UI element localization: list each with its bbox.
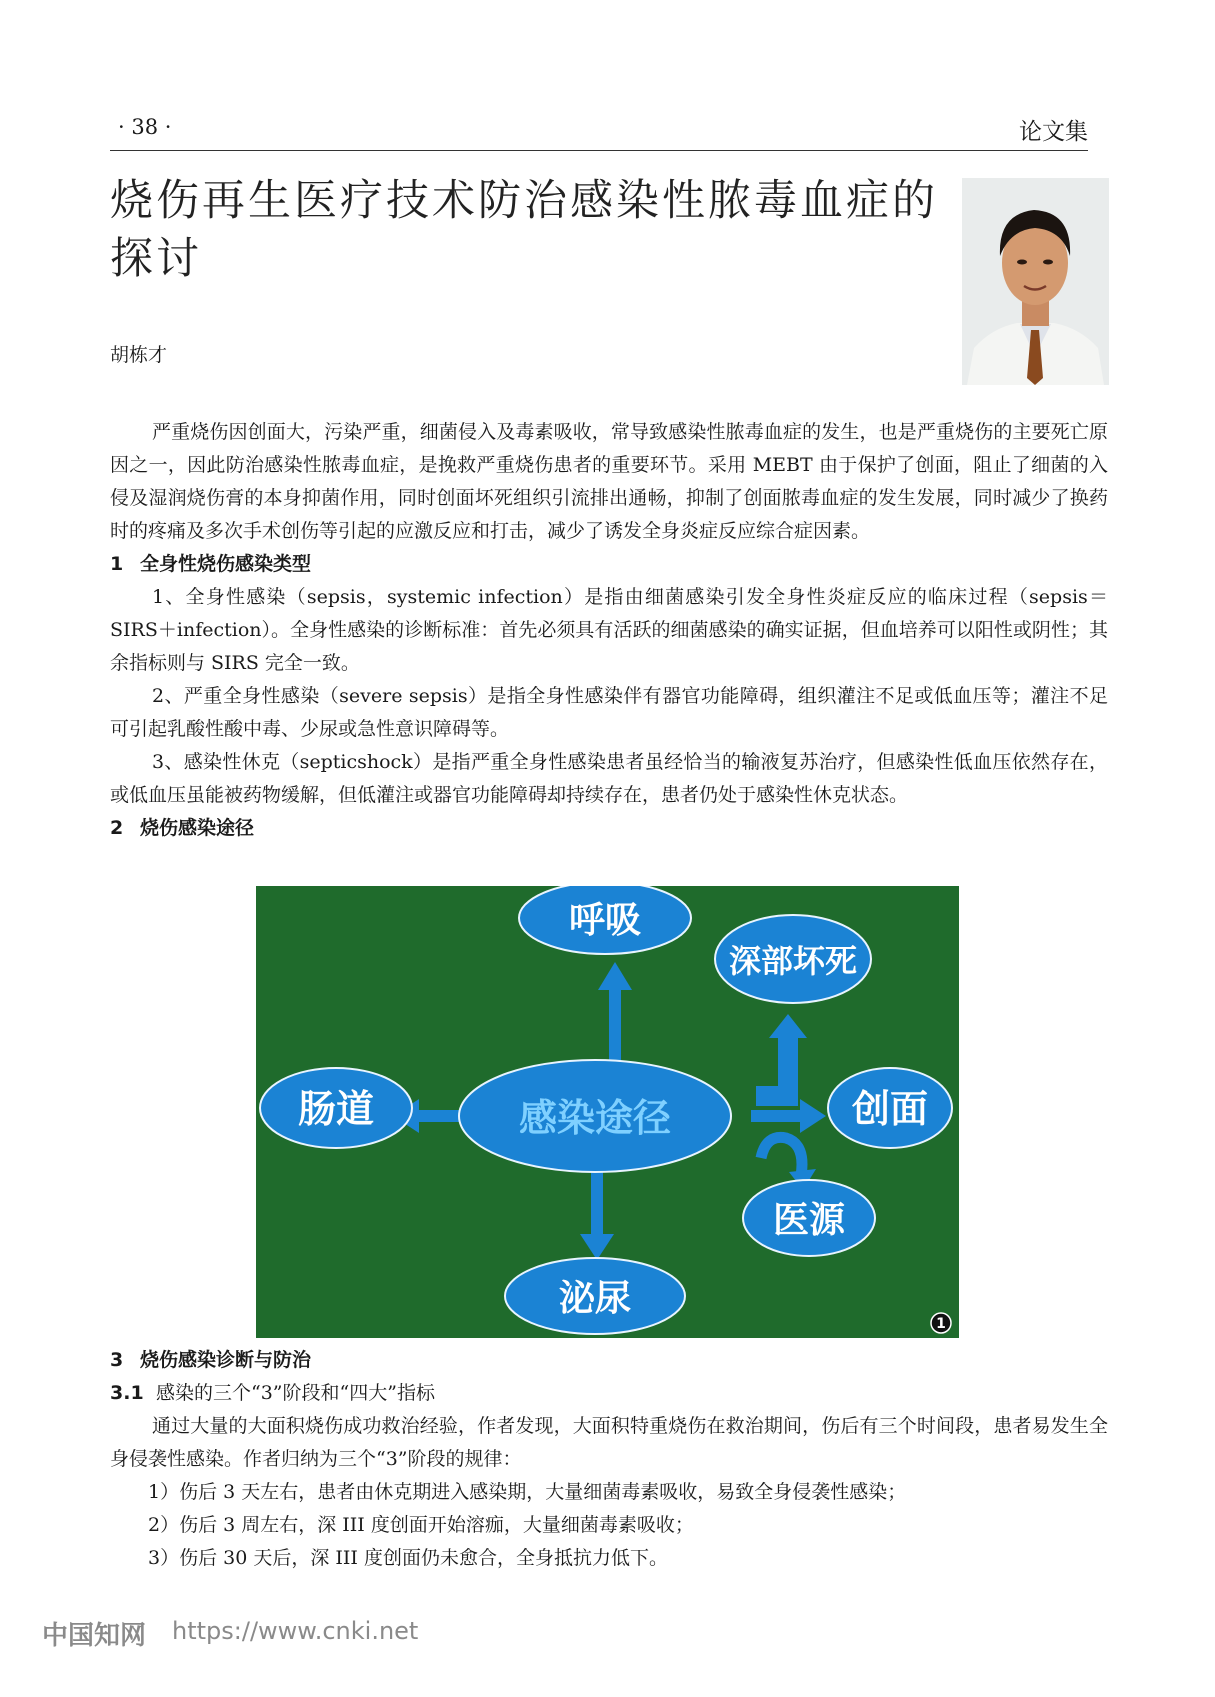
section-1-paragraph-3: 3、感染性休克（septicshock）是指严重全身性感染患者虽经恰当的输液复苏治疗，但感染性低血压依然存在，或低血压虽能被药物缓解，但低灌注或器官功能障碍却持续存在，患者仍处于感染性休克状态。 xyxy=(110,751,1108,806)
cnki-url[interactable]: https://www.cnki.net xyxy=(172,1617,419,1645)
section-3-title: 烧伤感染诊断与防治 xyxy=(140,1349,312,1371)
label-left: 肠道 xyxy=(297,1087,375,1131)
journal-name: 论文集 xyxy=(1019,119,1088,145)
label-center: 感染途径 xyxy=(518,1096,672,1140)
label-top-right: 深部坏死 xyxy=(728,942,858,980)
intro-paragraph: 严重烧伤因创面大，污染严重，细菌侵入及毒素吸收，常导致感染性脓毒血症的发生，也是严重烧伤的主要死亡原因之一，因此防治感染性脓毒血症，是挽救严重烧伤患者的重要环节。采用 MEBT 由于保护了创面，阻止了细菌的入侵及湿润烧伤膏的本身抑菌作用，同时创面坏死组织引流排出通畅，抑制了创面脓毒血症的发生发展，同时减少了换药时的疼痛及多次手术创伤等引起的应激反应和打击，减少了诱发全身炎症反应综合症因素。 xyxy=(110,421,1108,542)
figure-number: 1 xyxy=(936,1316,946,1332)
author-photo xyxy=(962,178,1109,385)
label-bottom: 泌尿 xyxy=(558,1278,632,1319)
article-author: 胡栋才 xyxy=(110,344,168,366)
section-3-1-paragraph: 通过大量的大面积烧伤成功救治经验，作者发现，大面积特重烧伤在救治期间，伤后有三个时间段，患者易发生全身侵袭性感染。作者归纳为三个“3”阶段的规律： xyxy=(110,1415,1108,1470)
page-number: · 38 · xyxy=(118,115,172,139)
section-1-heading xyxy=(110,548,1108,581)
section-3-heading xyxy=(110,1344,1108,1377)
section-2-title: 烧伤感染途径 xyxy=(140,817,255,839)
section-3-1-number: 3.1 xyxy=(110,1382,144,1404)
list-item: 1）伤后 3 天左右，患者由休克期进入感染期，大量细菌毒素吸收，易致全身侵袭性感染； xyxy=(148,1481,907,1503)
label-bottom-right: 医源 xyxy=(772,1200,846,1241)
body-block-1 xyxy=(110,416,1108,845)
section-1-paragraph-1: 1、全身性感染（sepsis，systemic infection）是指由细菌感染引发全身性炎症反应的临床过程（sepsis＝SIRS＋infection）。全身性感染的诊断标准：首先必须具有活跃的细菌感染的确实证据，但血培养可以阳性或阴性；其余指标则与 SIRS 完全一致。 xyxy=(110,586,1108,674)
list-item: 3）伤后 30 天后，深 III 度创面仍未愈合，全身抵抗力低下。 xyxy=(148,1547,668,1569)
arrow-up-shaft xyxy=(609,986,621,1068)
section-2-heading xyxy=(110,812,1108,845)
section-3-1-title: 感染的三个“3”阶段和“四大”指标 xyxy=(156,1382,435,1404)
section-1-number: 1 xyxy=(110,553,124,575)
section-3-1-heading xyxy=(110,1377,1108,1410)
article-title: 烧伤再生医疗技术防治感染性脓毒血症的探讨 xyxy=(110,176,938,284)
section-3-number: 3 xyxy=(110,1349,124,1371)
arrow-down-shaft xyxy=(591,1170,603,1238)
label-right: 创面 xyxy=(851,1087,929,1131)
header-rule xyxy=(110,150,1088,151)
infection-routes-figure xyxy=(256,886,959,1338)
label-top: 呼吸 xyxy=(568,900,642,941)
body-block-2 xyxy=(110,1344,1108,1575)
section-2-number: 2 xyxy=(110,817,124,839)
section-1-title: 全身性烧伤感染类型 xyxy=(140,553,312,575)
list-item: 2）伤后 3 周左右，深 III 度创面开始溶痂，大量细菌毒素吸收； xyxy=(148,1514,694,1536)
arrow-right-shaft xyxy=(751,1110,803,1122)
cnki-brand: 中国知网 xyxy=(42,1621,147,1651)
section-1-paragraph-2: 2、严重全身性感染（severe sepsis）是指全身性感染伴有器官功能障碍，组织灌注不足或低血压等；灌注不足可引起乳酸性酸中毒、少尿或急性意识障碍等。 xyxy=(110,685,1108,740)
